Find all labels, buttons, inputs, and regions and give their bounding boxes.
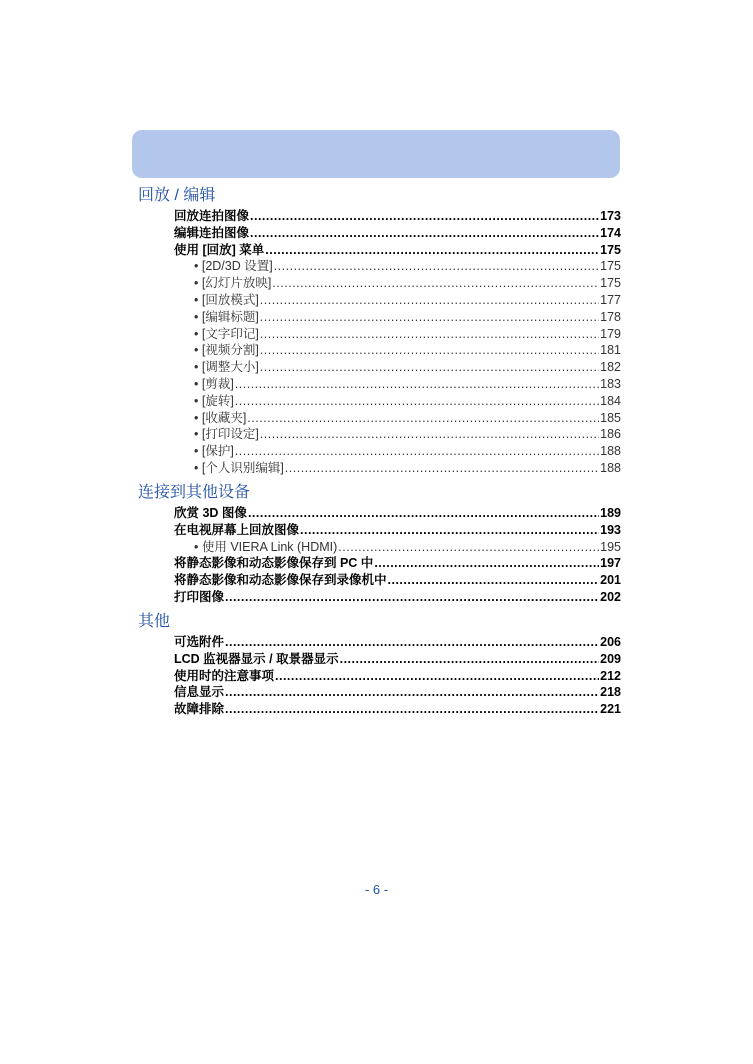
toc-entry-page: 177 bbox=[600, 293, 621, 307]
dot-leader bbox=[260, 292, 599, 308]
dot-leader bbox=[225, 589, 599, 605]
dot-leader bbox=[260, 309, 599, 325]
toc-entry-page: 188 bbox=[600, 444, 621, 459]
toc-entry-page: 193 bbox=[600, 522, 621, 537]
toc-entry-page: 206 bbox=[600, 635, 621, 649]
toc-entry-page: 189 bbox=[600, 506, 621, 520]
toc-entry-page: 174 bbox=[600, 225, 621, 240]
dot-leader bbox=[300, 522, 599, 538]
toc-entry-page: 185 bbox=[600, 410, 621, 425]
toc-entry-page: 186 bbox=[600, 427, 621, 442]
toc-entry-label: 欣赏 3D 图像 bbox=[174, 506, 247, 520]
toc-entry[interactable] bbox=[174, 634, 621, 650]
toc-entry-page: 175 bbox=[600, 276, 621, 291]
toc-entry-label: 将静态影像和动态影像保存到 PC 中 bbox=[174, 556, 374, 571]
toc-entry-page: 182 bbox=[600, 360, 621, 375]
toc-entry[interactable] bbox=[194, 376, 621, 392]
toc-entry[interactable] bbox=[194, 359, 621, 375]
toc-entry-page: 175 bbox=[600, 259, 621, 274]
toc-entry[interactable] bbox=[194, 460, 621, 476]
toc-entry-label: • [剪裁] bbox=[194, 377, 234, 391]
toc-entry-page: 197 bbox=[600, 556, 621, 571]
toc-entry-page: 184 bbox=[600, 393, 621, 408]
dot-leader bbox=[250, 208, 599, 224]
toc-entry-label: • [保护] bbox=[194, 444, 234, 459]
dot-leader bbox=[260, 426, 599, 442]
dot-leader bbox=[225, 634, 599, 650]
dot-leader bbox=[340, 651, 600, 667]
toc-entry[interactable] bbox=[194, 292, 621, 308]
toc-entry-label: • [调整大小] bbox=[194, 360, 259, 375]
toc-entry-label: • [旋转] bbox=[194, 393, 234, 408]
dot-leader bbox=[260, 342, 599, 358]
dot-leader bbox=[225, 701, 599, 717]
dot-leader bbox=[235, 443, 599, 459]
toc-entry[interactable] bbox=[174, 651, 621, 667]
toc-entry[interactable] bbox=[174, 505, 621, 521]
toc-entry-label: • [个人识别编辑] bbox=[194, 461, 284, 475]
toc-entry-page: 183 bbox=[600, 377, 621, 391]
dot-leader bbox=[235, 376, 599, 392]
toc-entry-page: 173 bbox=[600, 209, 621, 223]
toc-entry[interactable] bbox=[194, 443, 621, 459]
toc-entry[interactable] bbox=[194, 258, 621, 274]
toc-entry[interactable] bbox=[194, 393, 621, 409]
toc-entry-label: 编辑连拍图像 bbox=[174, 225, 250, 240]
toc-entry-label: • [回放模式] bbox=[194, 293, 259, 307]
toc-entry[interactable] bbox=[194, 426, 621, 442]
dot-leader bbox=[260, 359, 599, 375]
toc-entry-page: 195 bbox=[600, 539, 621, 554]
toc-entry[interactable] bbox=[174, 668, 621, 684]
toc-entry-page: 209 bbox=[600, 651, 621, 666]
toc-entry[interactable] bbox=[194, 539, 621, 555]
toc-entry-label: • [2D/3D 设置] bbox=[194, 259, 273, 274]
toc-entry-page: 188 bbox=[600, 461, 621, 475]
toc-entry[interactable] bbox=[174, 225, 621, 241]
toc-entry-label: 打印图像 bbox=[174, 590, 225, 604]
dot-leader bbox=[265, 242, 599, 258]
toc-entry[interactable] bbox=[194, 326, 621, 342]
dot-leader bbox=[388, 572, 600, 588]
section-title: 回放 / 编辑 bbox=[138, 187, 216, 204]
toc-entry-page: 178 bbox=[600, 309, 621, 324]
dot-leader bbox=[247, 410, 599, 426]
toc-entry-label: LCD 监视器显示 / 取景器显示 bbox=[174, 651, 339, 666]
toc-entry-page: 221 bbox=[600, 702, 621, 717]
toc-entry-label: 在电视屏幕上回放图像 bbox=[174, 522, 300, 537]
toc-entry-label: 故障排除 bbox=[174, 702, 225, 717]
dot-leader bbox=[260, 326, 599, 342]
toc-entry[interactable] bbox=[174, 208, 621, 224]
toc-entry[interactable] bbox=[174, 242, 621, 258]
toc-entry[interactable] bbox=[194, 309, 621, 325]
toc-entry[interactable] bbox=[194, 410, 621, 426]
dot-leader bbox=[374, 555, 599, 571]
toc-entry-label: • [视频分割] bbox=[194, 343, 259, 358]
dot-leader bbox=[272, 275, 599, 291]
toc-entry-page: 212 bbox=[600, 668, 621, 683]
toc-entry-label: • [幻灯片放映] bbox=[194, 276, 272, 291]
section-title: 连接到其他设备 bbox=[138, 484, 251, 501]
dot-leader bbox=[248, 505, 599, 521]
toc-entry-label: 信息显示 bbox=[174, 685, 225, 700]
toc-entry-label: 可选附件 bbox=[174, 635, 225, 649]
toc-entry-page: 175 bbox=[600, 242, 621, 257]
toc-entry-page: 201 bbox=[600, 573, 621, 588]
dot-leader bbox=[225, 684, 599, 700]
dot-leader bbox=[275, 668, 599, 684]
toc-entry-page: 181 bbox=[600, 343, 621, 358]
toc-entry-label: • [文字印记] bbox=[194, 326, 259, 341]
toc-entry-page: 218 bbox=[600, 685, 621, 700]
toc-entry[interactable] bbox=[174, 572, 621, 588]
toc-entry-label: 使用时的注意事项 bbox=[174, 668, 275, 683]
toc-entry[interactable] bbox=[174, 589, 621, 605]
dot-leader bbox=[235, 393, 599, 409]
toc-entry-page: 179 bbox=[600, 326, 621, 341]
page-number: - 6 - bbox=[364, 882, 389, 897]
dot-leader bbox=[250, 225, 599, 241]
dot-leader bbox=[285, 460, 599, 476]
section-title: 其他 bbox=[138, 613, 171, 630]
toc-entry-label: • [收藏夹] bbox=[194, 410, 247, 425]
toc-entry-label: • [打印设定] bbox=[194, 427, 259, 442]
dot-leader bbox=[338, 539, 599, 555]
toc-entry-page: 202 bbox=[600, 590, 621, 604]
toc-entry[interactable] bbox=[174, 701, 621, 717]
dot-leader bbox=[274, 258, 599, 274]
header-banner bbox=[132, 130, 620, 178]
toc-entry[interactable] bbox=[194, 275, 621, 291]
toc-entry[interactable] bbox=[174, 522, 621, 538]
toc-entry-label: • 使用 VIERA Link (HDMI) bbox=[194, 539, 338, 554]
toc-entry[interactable] bbox=[174, 555, 621, 571]
toc-entry[interactable] bbox=[174, 684, 621, 700]
toc-entry-label: 将静态影像和动态影像保存到录像机中 bbox=[174, 573, 387, 588]
toc-entry-label: 使用 [回放] 菜单 bbox=[174, 242, 265, 257]
toc-entry[interactable] bbox=[194, 342, 621, 358]
toc-entry-label: • [编辑标题] bbox=[194, 309, 259, 324]
toc-entry-label: 回放连拍图像 bbox=[174, 209, 250, 223]
